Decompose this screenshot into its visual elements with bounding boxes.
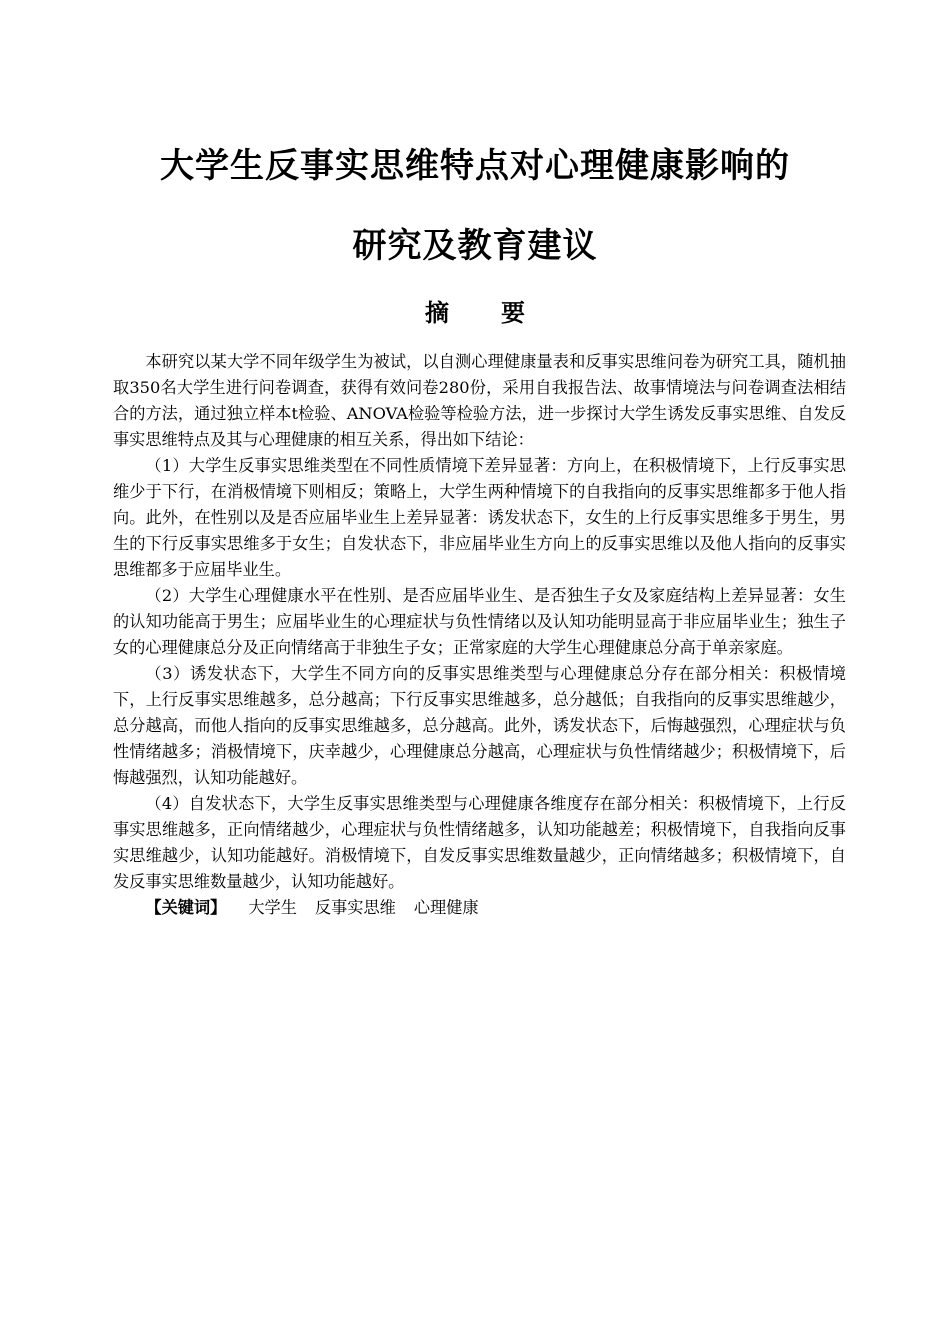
conclusion-4-paragraph: （4）自发状态下，大学生反事实思维类型与心理健康各维度存在部分相关：积极情境下，上行反事实思维越多，正向情绪越少，心理症状与负性情绪越多，认知功能越差；积极情境下，自我指向反事实思维越少，认知功能越好。消极情境下，自发反事实思维数量越少，正向情绪越多；积极情境下，自发反事实思维数量越少，认知功能越好。 — [113, 794, 846, 891]
keywords-line — [113, 895, 846, 921]
keyword-2: 反事实思维 — [314, 898, 396, 917]
abstract-heading-char-2: 要 — [501, 299, 525, 327]
title-line-2: 研究及教育建议 — [352, 226, 598, 266]
abstract-heading-char-1: 摘 — [425, 299, 449, 327]
abstract-body — [113, 349, 846, 921]
keyword-3: 心理健康 — [413, 898, 479, 917]
title-line-1: 大学生反事实思维特点对心理健康影响的 — [160, 146, 790, 186]
keywords-label: 【关键词】 — [145, 898, 227, 917]
conclusion-3-paragraph: （3）诱发状态下，大学生不同方向的反事实思维类型与心理健康总分存在部分相关：积极情境下，上行反事实思维越多，总分越高；下行反事实思维越多，总分越低；自我指向的反事实思维越少，总分越高，而他人指向的反事实思维越多，总分越高。此外，诱发状态下，后悔越强烈，心理症状与负性情绪越多；消极情境下，庆幸越少，心理健康总分越高，心理症状与负性情绪越少；积极情境下，后悔越强烈，认知功能越好。 — [113, 664, 846, 787]
keyword-1: 大学生 — [248, 898, 297, 917]
conclusion-1-paragraph: （1）大学生反事实思维类型在不同性质情境下差异显著：方向上，在积极情境下，上行反事实思维少于下行，在消极情境下则相反；策略上，大学生两种情境下的自我指向的反事实思维都多于他人指向。此外，在性别以及是否应届毕业生上差异显著：诱发状态下，女生的上行反事实思维多于男生，男生的下行反事实思维多于女生；自发状态下，非应届毕业生方向上的反事实思维以及他人指向的反事实思维都多于应届毕业生。 — [113, 456, 846, 579]
conclusion-2-paragraph: （2）大学生心理健康水平在性别、是否应届毕业生、是否独生子女及家庭结构上差异显著：女生的认知功能高于男生；应届毕业生的心理症状与负性情绪以及认知功能明显高于非应届毕业生；独生子女的心理健康总分及正向情绪高于非独生子女；正常家庭的大学生心理健康总分高于单亲家庭。 — [113, 586, 846, 657]
abstract-heading — [0, 298, 950, 328]
abstract-intro-paragraph: 本研究以某大学不同年级学生为被试，以自测心理健康量表和反事实思维问卷为研究工具，随机抽取350名大学生进行问卷调查，获得有效问卷280份，采用自我报告法、故事情境法与问卷调查法相结合的方法，通过独立样本t检验、ANOVA检验等检验方法，进一步探讨大学生诱发反事实思维、自发反事实思维特点及其与心理健康的相互关系，得出如下结论： — [113, 352, 846, 449]
